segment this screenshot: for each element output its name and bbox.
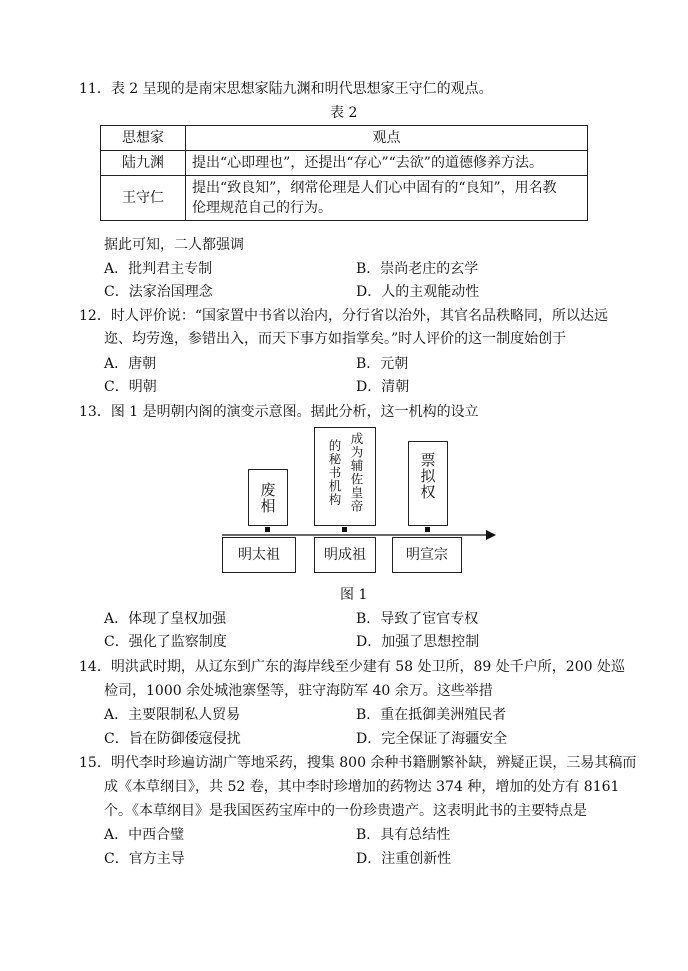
viewpoint-table bbox=[100, 125, 588, 221]
q11-option-d[interactable]: D．人的主观能动性 bbox=[356, 284, 480, 300]
q11-option-a[interactable]: A．批判君主专制 bbox=[104, 261, 213, 277]
table-cell-view-line: 伦理规范自己的行为。 bbox=[192, 200, 332, 216]
q14-option-a[interactable]: A．主要限制私人贸易 bbox=[104, 707, 241, 723]
q15-stem-line: 成《本草纲目》，共 52 卷，其中李时珍增加的药物达 374 种，增加的处方有 8161 bbox=[104, 779, 620, 795]
q11-stem: 11．表 2 呈现的是南宋思想家陆九渊和明代思想家王守仁的观点。 bbox=[79, 81, 493, 97]
table-cell-view-line: 提出“致良知”，纲常伦理是人们心中固有的“良知”，用名教 bbox=[192, 180, 557, 196]
q14-stem-line: 14．明洪武时期，从辽东到广东的海岸线至少建有 58 处卫所，89 处千户所，200 处巡 bbox=[79, 659, 625, 675]
box-label: 成为辅佐皇帝 bbox=[349, 432, 364, 513]
table-cell-thinker: 王守仁 bbox=[101, 176, 186, 221]
q13-option-c[interactable]: C．强化了监察制度 bbox=[104, 634, 227, 650]
q15-option-b[interactable]: B．具有总结性 bbox=[356, 827, 451, 843]
box-label: 票拟权 bbox=[418, 452, 437, 500]
q14-option-c[interactable]: C．旨在防御倭寇侵扰 bbox=[104, 731, 241, 747]
table-header-row bbox=[101, 126, 588, 151]
q11-followup: 据此可知，二人都强调 bbox=[104, 237, 244, 253]
q13-option-d[interactable]: D．加强了思想控制 bbox=[356, 634, 480, 650]
q11-option-c[interactable]: C．法家治国理念 bbox=[104, 284, 213, 300]
cabinet-evolution-diagram bbox=[220, 425, 500, 580]
table-cell-view bbox=[186, 176, 588, 221]
q15-stem-line: 个。《本草纲目》是我国医药宝库中的一份珍贵遗产。这表明此书的主要特点是 bbox=[104, 803, 587, 819]
table-header-view: 观点 bbox=[186, 126, 588, 151]
box-draft-right bbox=[408, 441, 448, 526]
q14-option-b[interactable]: B．重在抵御美洲殖民者 bbox=[356, 707, 507, 723]
q14-option-d[interactable]: D．完全保证了海疆安全 bbox=[356, 731, 508, 747]
table-header-thinker: 思想家 bbox=[101, 126, 186, 151]
timeline-label-xuanzong: 明宣宗 bbox=[392, 537, 462, 573]
q15-option-d[interactable]: D．注重创新性 bbox=[356, 851, 452, 867]
timeline-marker bbox=[342, 527, 347, 532]
timeline-label-taizu: 明太祖 bbox=[222, 537, 296, 573]
q14-stem-line: 检司，1000 余处城池寨堡等，驻守海防军 40 余万。这些举措 bbox=[104, 683, 493, 699]
q12-stem-line: 12．时人评价说：“国家置中书省以治内，分行省以治外，其官名品秩略同，所以达远 bbox=[79, 308, 608, 324]
q12-option-d[interactable]: D．清朝 bbox=[356, 379, 410, 395]
box-secretary-institution bbox=[314, 427, 376, 526]
q13-option-a[interactable]: A．体现了皇权加强 bbox=[104, 611, 227, 627]
q13-option-b[interactable]: B．导致了宦官专权 bbox=[356, 611, 479, 627]
box-label: 废相 bbox=[258, 482, 277, 514]
q11-option-b[interactable]: B．崇尚老庄的玄学 bbox=[356, 261, 479, 277]
table-row bbox=[101, 176, 588, 221]
q12-option-a[interactable]: A．唐朝 bbox=[104, 356, 157, 372]
table-cell-thinker: 陆九渊 bbox=[101, 151, 186, 176]
box-label: 的秘书机构 bbox=[327, 438, 342, 507]
box-abolish-chancellor bbox=[248, 469, 288, 526]
q15-stem-line: 15．明代李时珍遍访湖广等地采药，搜集 800 余种书籍删繁补缺，辨疑正误，三易其稿而 bbox=[79, 755, 637, 771]
figure-caption: 图 1 bbox=[340, 587, 368, 603]
timeline-label-chengzu: 明成祖 bbox=[314, 537, 376, 573]
timeline-marker bbox=[265, 527, 270, 532]
q13-stem: 13．图 1 是明朝内阁的演变示意图。据此分析，这一机构的设立 bbox=[79, 404, 479, 420]
table-row bbox=[101, 151, 588, 176]
q12-option-b[interactable]: B．元朝 bbox=[356, 356, 409, 372]
table-caption: 表 2 bbox=[330, 105, 358, 121]
timeline-marker bbox=[425, 527, 430, 532]
q15-option-a[interactable]: A．中西合璧 bbox=[104, 827, 185, 843]
q15-option-c[interactable]: C．官方主导 bbox=[104, 851, 185, 867]
q12-option-c[interactable]: C．明朝 bbox=[104, 379, 157, 395]
table-cell-view: 提出“心即理也”，还提出“存心”“去欲”的道德修养方法。 bbox=[186, 151, 588, 176]
box-label-columns bbox=[315, 432, 375, 513]
q12-stem-line: 迩、均劳逸，参错出入，而天下事方如指掌矣。”时人评价的这一制度始创于 bbox=[104, 331, 567, 347]
